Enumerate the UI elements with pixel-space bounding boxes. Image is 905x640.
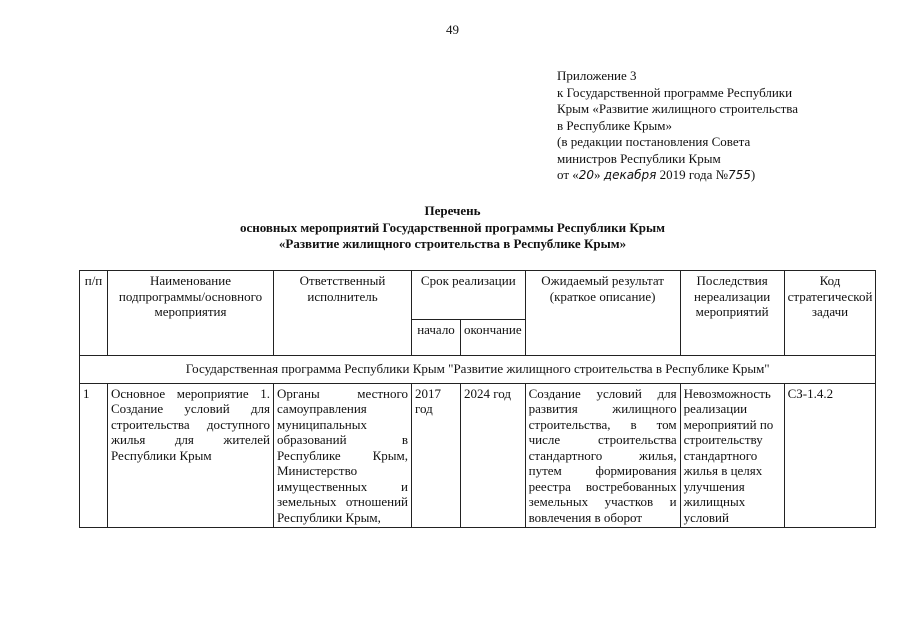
cell-consequences: Невозможность реализации мероприятий по строительству стандартного жилья в целях улучшения жилищных условий	[680, 383, 784, 528]
page-number: 49	[446, 22, 459, 37]
header-term-end: окончание	[461, 320, 526, 356]
appendix-line: (в редакции постановления Совета	[557, 134, 751, 149]
title-line-1: Перечень	[424, 203, 481, 218]
cell-executor: Органы местного самоуправления муниципальных образований в Республике Крым, Министерство имущественных и земельных отношений Республики Крым,	[274, 383, 412, 528]
date-year: 2019 года №	[656, 167, 728, 182]
measures-table	[79, 270, 876, 528]
cell-result: Создание условий для развития жилищного строительства, в том числе строительства стандартного жилья, путем формирования реестра востребованных земельных участков и вовлечения в оборот	[525, 383, 680, 528]
table-row	[80, 383, 876, 528]
program-row	[80, 356, 876, 384]
header-term-start: начало	[412, 320, 461, 356]
appendix-date-line	[557, 167, 798, 184]
header-consequences: Последствия нереализации мероприятий	[680, 271, 784, 356]
appendix-line: к Государственной программе Республики	[557, 84, 793, 100]
program-title-cell: Государственная программа Республики Крым "Развитие жилищного строительства в Республике Крым"	[80, 356, 876, 384]
document-title	[0, 203, 905, 253]
header-executor: Ответственный исполнитель	[274, 271, 412, 356]
appendix-line: министров Республики Крым	[557, 150, 721, 166]
handwritten-number: 755	[728, 168, 751, 182]
table-header-row	[80, 271, 876, 320]
cell-num: 1	[80, 383, 108, 528]
cell-start: 2017 год	[412, 383, 461, 528]
header-num: п/п	[80, 271, 108, 356]
appendix-block	[557, 68, 798, 184]
header-name: Наименование подпрограммы/основного мероприятия	[108, 271, 274, 356]
header-term: Срок реализации	[412, 271, 526, 320]
appendix-line: Приложение 3	[557, 68, 637, 83]
appendix-line: в Республике Крым»	[557, 117, 672, 133]
date-suffix: )	[750, 167, 756, 182]
header-code: Код стратегической задачи	[784, 271, 876, 356]
cell-end: 2024 год	[461, 383, 526, 528]
title-line-2: основных мероприятий Государственной программы Республики Крым	[239, 219, 666, 235]
cell-code: СЗ-1.4.2	[784, 383, 876, 528]
date-mid: »	[594, 167, 604, 182]
cell-name: Основное мероприятие 1. Создание условий для строительства доступного жилья для жителей Республики Крым	[108, 383, 274, 528]
handwritten-month: декабря	[603, 168, 657, 182]
date-prefix: от «	[557, 167, 579, 182]
title-line-3: «Развитие жилищного строительства в Республике Крым»	[278, 236, 627, 251]
handwritten-day: 20	[578, 168, 595, 182]
appendix-line: Крым «Развитие жилищного строительства	[557, 101, 799, 116]
header-result: Ожидаемый результат (краткое описание)	[525, 271, 680, 356]
